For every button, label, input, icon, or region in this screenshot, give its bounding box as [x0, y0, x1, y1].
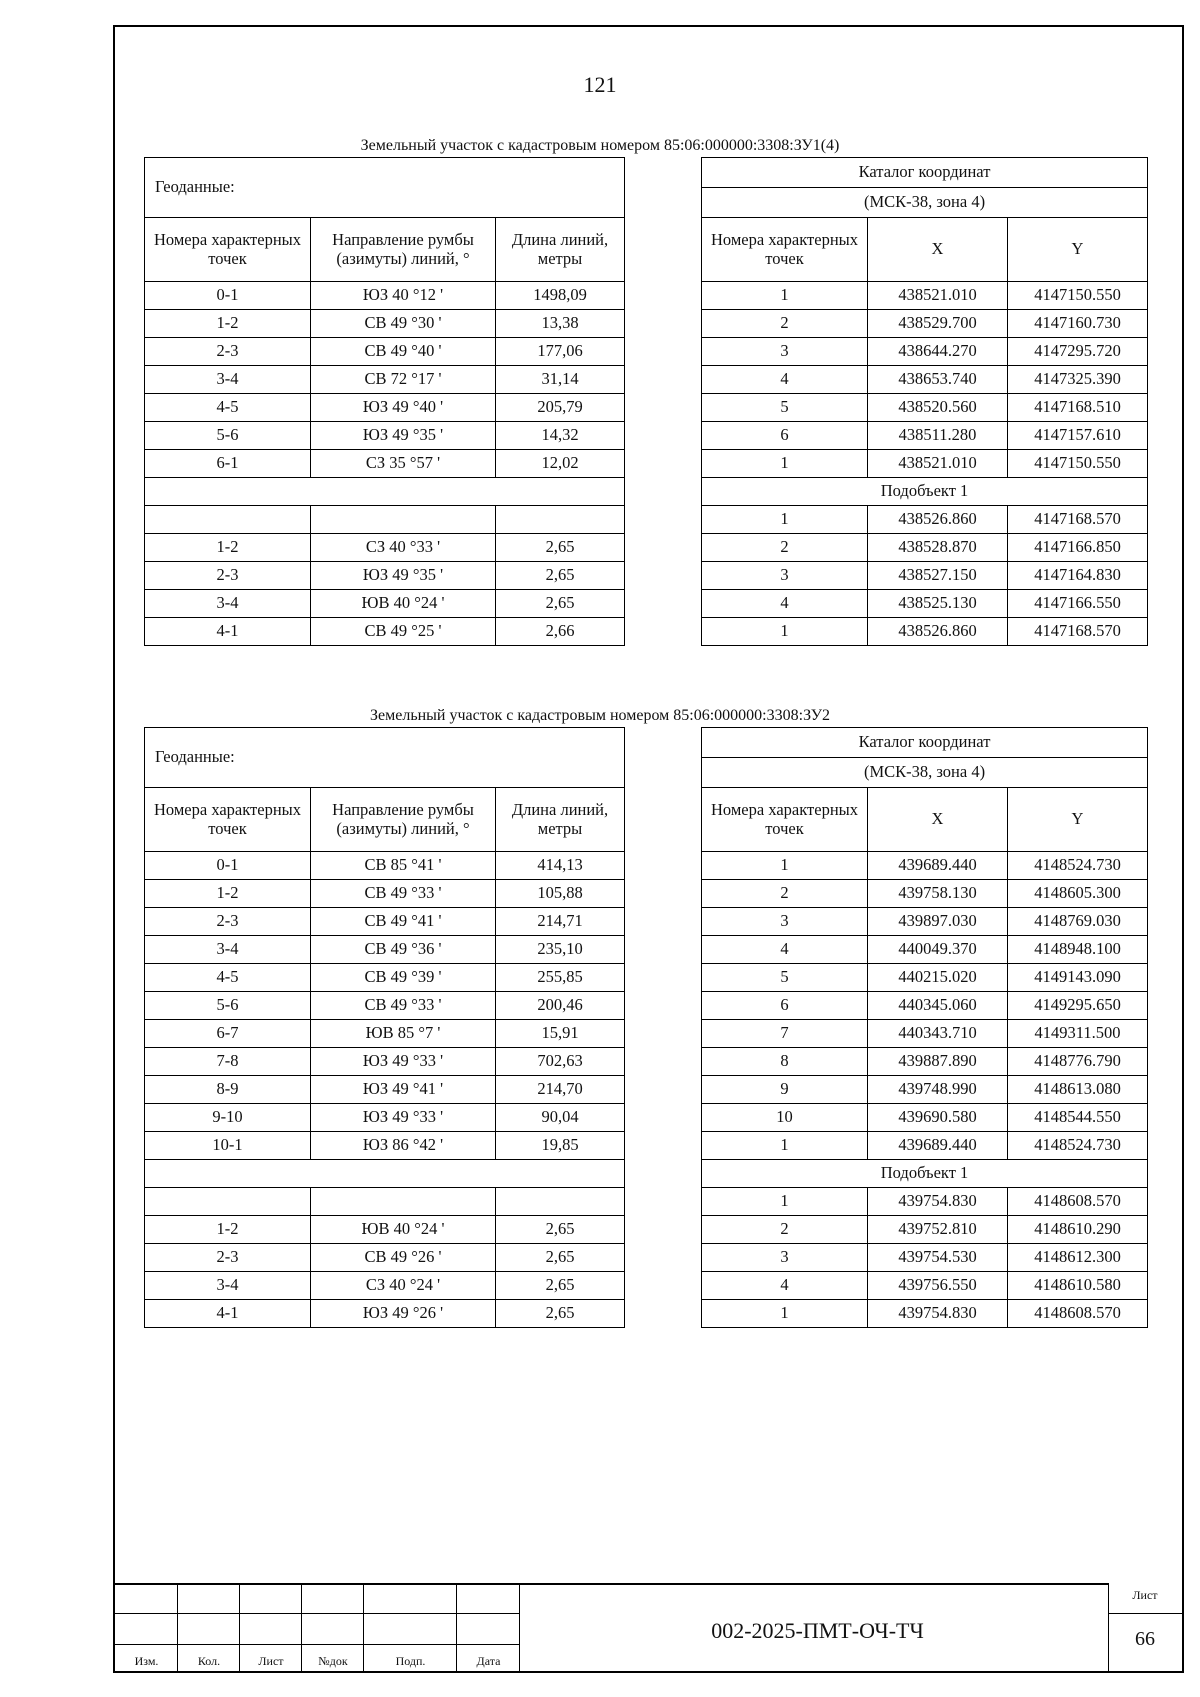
subobject-row	[702, 478, 1148, 506]
geodata-label: Геоданные:	[145, 158, 625, 218]
coord-y: 4148948.100	[1008, 936, 1148, 964]
subobject-row	[702, 1160, 1148, 1188]
table-row	[702, 852, 1148, 880]
point-range: 6-7	[145, 1020, 311, 1048]
header-x: X	[868, 218, 1008, 282]
header-x: X	[868, 788, 1008, 852]
table-row	[702, 936, 1148, 964]
coord-x: 438653.740	[868, 366, 1008, 394]
header-point-numbers: Номера характерных точек	[145, 218, 311, 282]
catalog-system: (МСК-38, зона 4)	[702, 758, 1148, 788]
point-number: 4	[702, 1272, 868, 1300]
point-range: 4-5	[145, 394, 311, 422]
direction: ЮЗ 40 °12 '	[311, 282, 496, 310]
table-row	[145, 422, 625, 450]
table-row	[145, 618, 625, 646]
header-point-numbers: Номера характерных точек	[702, 788, 868, 852]
coord-x: 439897.030	[868, 908, 1008, 936]
length: 702,63	[496, 1048, 625, 1076]
table-row	[145, 1216, 625, 1244]
coord-y: 4147168.570	[1008, 618, 1148, 646]
table-row	[145, 450, 625, 478]
header-y: Y	[1008, 788, 1148, 852]
direction: ЮЗ 86 °42 '	[311, 1132, 496, 1160]
table-row	[702, 422, 1148, 450]
coord-y: 4147160.730	[1008, 310, 1148, 338]
table-row	[145, 1244, 625, 1272]
table-row	[702, 1216, 1148, 1244]
point-number: 2	[702, 310, 868, 338]
table-row	[145, 880, 625, 908]
coord-y: 4148608.570	[1008, 1188, 1148, 1216]
point-range: 3-4	[145, 1272, 311, 1300]
point-number: 4	[702, 936, 868, 964]
point-range: 8-9	[145, 1076, 311, 1104]
point-number: 9	[702, 1076, 868, 1104]
coord-y: 4149311.500	[1008, 1020, 1148, 1048]
table-row	[145, 338, 625, 366]
table-row	[145, 852, 625, 880]
table-row	[702, 534, 1148, 562]
point-number: 3	[702, 1244, 868, 1272]
stamp-divider-2	[115, 1644, 520, 1645]
point-number: 1	[702, 1188, 868, 1216]
length: 2,65	[496, 1244, 625, 1272]
point-number: 3	[702, 562, 868, 590]
coord-x: 438525.130	[868, 590, 1008, 618]
point-range: 2-3	[145, 908, 311, 936]
coord-y: 4147157.610	[1008, 422, 1148, 450]
point-range: 1-2	[145, 310, 311, 338]
direction: СЗ 35 °57 '	[311, 450, 496, 478]
length: 105,88	[496, 880, 625, 908]
coord-y: 4148608.570	[1008, 1300, 1148, 1328]
direction: СВ 49 °30 '	[311, 310, 496, 338]
coord-x: 438527.150	[868, 562, 1008, 590]
length: 214,71	[496, 908, 625, 936]
coord-y: 4148544.550	[1008, 1104, 1148, 1132]
coord-y: 4147150.550	[1008, 282, 1148, 310]
length: 235,10	[496, 936, 625, 964]
length: 2,65	[496, 1272, 625, 1300]
stamp-divider-sheet	[1109, 1613, 1182, 1614]
coord-x: 438520.560	[868, 394, 1008, 422]
direction: ЮВ 85 °7 '	[311, 1020, 496, 1048]
coord-x: 439756.550	[868, 1272, 1008, 1300]
direction: ЮЗ 49 °40 '	[311, 394, 496, 422]
coord-x: 439752.810	[868, 1216, 1008, 1244]
coord-x: 439754.530	[868, 1244, 1008, 1272]
coord-x: 440345.060	[868, 992, 1008, 1020]
direction: СВ 49 °33 '	[311, 880, 496, 908]
direction: СВ 49 °39 '	[311, 964, 496, 992]
subobject-title: Подобъект 1	[702, 1160, 1148, 1188]
empty-cell	[496, 506, 625, 534]
stamp-label-podp: Подп.	[395, 1654, 426, 1668]
table-row	[702, 1020, 1148, 1048]
coord-y: 4148524.730	[1008, 852, 1148, 880]
table-row	[702, 366, 1148, 394]
stamp-label-data: Дата	[476, 1654, 501, 1668]
direction: ЮЗ 49 °33 '	[311, 1048, 496, 1076]
catalog-title: Каталог координат	[702, 158, 1148, 188]
coord-x: 439690.580	[868, 1104, 1008, 1132]
direction: ЮЗ 49 °33 '	[311, 1104, 496, 1132]
table-row	[145, 992, 625, 1020]
point-number: 4	[702, 366, 868, 394]
point-range: 5-6	[145, 992, 311, 1020]
point-number: 1	[702, 450, 868, 478]
table-row	[702, 590, 1148, 618]
subobject-title: Подобъект 1	[702, 478, 1148, 506]
length: 255,85	[496, 964, 625, 992]
empty-cell	[311, 506, 496, 534]
length: 200,46	[496, 992, 625, 1020]
table-row	[702, 506, 1148, 534]
length: 2,65	[496, 590, 625, 618]
point-range: 7-8	[145, 1048, 311, 1076]
point-number: 5	[702, 394, 868, 422]
coord-y: 4147325.390	[1008, 366, 1148, 394]
coord-x: 439748.990	[868, 1076, 1008, 1104]
table-row	[145, 1272, 625, 1300]
header-point-numbers: Номера характерных точек	[702, 218, 868, 282]
length: 2,65	[496, 1216, 625, 1244]
geodata-label: Геоданные:	[145, 728, 625, 788]
coord-y: 4147168.510	[1008, 394, 1148, 422]
header-direction: Направление румбы (азимуты) линий, °	[311, 788, 496, 852]
coord-x: 438521.010	[868, 282, 1008, 310]
table-row	[702, 310, 1148, 338]
header-length: Длина линий, метры	[496, 218, 625, 282]
table-row	[145, 1132, 625, 1160]
point-range: 2-3	[145, 338, 311, 366]
point-number: 1	[702, 1132, 868, 1160]
length: 12,02	[496, 450, 625, 478]
sheet-number: 66	[1135, 1628, 1155, 1650]
empty-cell	[496, 1188, 625, 1216]
length: 1498,09	[496, 282, 625, 310]
header-y: Y	[1008, 218, 1148, 282]
direction: СЗ 40 °33 '	[311, 534, 496, 562]
spacer-row	[145, 478, 625, 506]
stamp-label-ndok: №док	[318, 1654, 348, 1668]
table-row	[145, 534, 625, 562]
coord-y: 4148610.290	[1008, 1216, 1148, 1244]
table-row	[145, 590, 625, 618]
point-range: 2-3	[145, 562, 311, 590]
table-row	[702, 1272, 1148, 1300]
length: 2,65	[496, 1300, 625, 1328]
coord-y: 4149295.650	[1008, 992, 1148, 1020]
point-number: 5	[702, 964, 868, 992]
point-number: 10	[702, 1104, 868, 1132]
header-point-numbers: Номера характерных точек	[145, 788, 311, 852]
table-row	[702, 1244, 1148, 1272]
table-row	[702, 618, 1148, 646]
stamp-label-list: Лист	[258, 1654, 284, 1668]
coord-y: 4147166.550	[1008, 590, 1148, 618]
direction: СВ 49 °36 '	[311, 936, 496, 964]
coord-x: 439754.830	[868, 1188, 1008, 1216]
table-row	[702, 1188, 1148, 1216]
direction: ЮЗ 49 °41 '	[311, 1076, 496, 1104]
table-row	[145, 282, 625, 310]
direction: СВ 49 °41 '	[311, 908, 496, 936]
length: 90,04	[496, 1104, 625, 1132]
point-number: 1	[702, 506, 868, 534]
table-row	[702, 1048, 1148, 1076]
coord-x: 438644.270	[868, 338, 1008, 366]
coord-x: 439689.440	[868, 852, 1008, 880]
length: 414,13	[496, 852, 625, 880]
table-row	[702, 992, 1148, 1020]
section1-geodata-table	[144, 157, 625, 646]
coord-y: 4148524.730	[1008, 1132, 1148, 1160]
table-row	[145, 562, 625, 590]
coord-x: 438526.860	[868, 506, 1008, 534]
length: 2,65	[496, 562, 625, 590]
direction: СЗ 40 °24 '	[311, 1272, 496, 1300]
coord-y: 4147168.570	[1008, 506, 1148, 534]
point-range: 5-6	[145, 422, 311, 450]
sheet-label: Лист	[1132, 1588, 1158, 1602]
point-range: 6-1	[145, 450, 311, 478]
coord-y: 4148612.300	[1008, 1244, 1148, 1272]
direction: ЮВ 40 °24 '	[311, 590, 496, 618]
point-number: 6	[702, 992, 868, 1020]
table-row	[145, 908, 625, 936]
point-number: 4	[702, 590, 868, 618]
coord-x: 438521.010	[868, 450, 1008, 478]
table-row	[145, 1076, 625, 1104]
empty-cell	[311, 1188, 496, 1216]
coord-x: 439887.890	[868, 1048, 1008, 1076]
point-range: 2-3	[145, 1244, 311, 1272]
direction: СВ 72 °17 '	[311, 366, 496, 394]
section2-geodata-table	[144, 727, 625, 1328]
table-row	[145, 310, 625, 338]
direction: ЮЗ 49 °35 '	[311, 422, 496, 450]
point-number: 1	[702, 282, 868, 310]
coord-x: 438528.870	[868, 534, 1008, 562]
coord-y: 4148610.580	[1008, 1272, 1148, 1300]
table-row	[702, 1104, 1148, 1132]
length: 15,91	[496, 1020, 625, 1048]
direction: СВ 49 °40 '	[311, 338, 496, 366]
table-row	[702, 562, 1148, 590]
empty-cell	[145, 1160, 625, 1188]
coord-y: 4148769.030	[1008, 908, 1148, 936]
length: 13,38	[496, 310, 625, 338]
coord-x: 439689.440	[868, 1132, 1008, 1160]
table-row	[702, 908, 1148, 936]
table-row	[702, 1076, 1148, 1104]
point-range: 0-1	[145, 852, 311, 880]
coord-y: 4148776.790	[1008, 1048, 1148, 1076]
point-number: 1	[702, 852, 868, 880]
length: 19,85	[496, 1132, 625, 1160]
point-number: 2	[702, 880, 868, 908]
direction: ЮВ 40 °24 '	[311, 1216, 496, 1244]
table-row	[145, 1300, 625, 1328]
point-range: 4-1	[145, 1300, 311, 1328]
point-range: 4-1	[145, 618, 311, 646]
direction: СВ 85 °41 '	[311, 852, 496, 880]
stamp-label-izm: Изм.	[134, 1654, 159, 1668]
empty-cell	[145, 506, 311, 534]
coord-y: 4147150.550	[1008, 450, 1148, 478]
stamp-divider-1	[115, 1613, 520, 1614]
coord-y: 4149143.090	[1008, 964, 1148, 992]
point-range: 0-1	[145, 282, 311, 310]
coord-x: 440215.020	[868, 964, 1008, 992]
point-number: 1	[702, 618, 868, 646]
direction: ЮЗ 49 °35 '	[311, 562, 496, 590]
document-code: 002-2025-ПМТ-ОЧ-ТЧ	[711, 1618, 924, 1643]
table-row	[702, 282, 1148, 310]
coord-x: 438526.860	[868, 618, 1008, 646]
length: 2,65	[496, 534, 625, 562]
length: 177,06	[496, 338, 625, 366]
table-row	[145, 366, 625, 394]
stamp-label-kol: Кол.	[197, 1654, 221, 1668]
point-number: 7	[702, 1020, 868, 1048]
point-number: 3	[702, 338, 868, 366]
point-number: 3	[702, 908, 868, 936]
coord-x: 439754.830	[868, 1300, 1008, 1328]
point-range: 1-2	[145, 1216, 311, 1244]
section1-coordinate-catalog	[701, 157, 1148, 646]
point-range: 10-1	[145, 1132, 311, 1160]
table-row	[145, 964, 625, 992]
coord-x: 438511.280	[868, 422, 1008, 450]
table-row	[702, 338, 1148, 366]
table-row	[145, 1104, 625, 1132]
table-row	[702, 394, 1148, 422]
point-range: 3-4	[145, 590, 311, 618]
coord-y: 4147164.830	[1008, 562, 1148, 590]
point-number: 6	[702, 422, 868, 450]
spacer-row	[145, 506, 625, 534]
header-direction: Направление румбы (азимуты) линий, °	[311, 218, 496, 282]
point-range: 9-10	[145, 1104, 311, 1132]
section2-coordinate-catalog	[701, 727, 1148, 1328]
coord-x: 440343.710	[868, 1020, 1008, 1048]
table-row	[145, 394, 625, 422]
catalog-title: Каталог координат	[702, 728, 1148, 758]
spacer-row	[145, 1188, 625, 1216]
point-number: 1	[702, 1300, 868, 1328]
direction: СВ 49 °25 '	[311, 618, 496, 646]
length: 31,14	[496, 366, 625, 394]
table-row	[145, 1020, 625, 1048]
spacer-row	[145, 1160, 625, 1188]
table-row	[702, 964, 1148, 992]
length: 205,79	[496, 394, 625, 422]
table-row	[145, 1048, 625, 1076]
coord-y: 4148613.080	[1008, 1076, 1148, 1104]
coord-y: 4148605.300	[1008, 880, 1148, 908]
coord-y: 4147166.850	[1008, 534, 1148, 562]
direction: СВ 49 °26 '	[311, 1244, 496, 1272]
coord-y: 4147295.720	[1008, 338, 1148, 366]
table-row	[702, 1132, 1148, 1160]
length: 14,32	[496, 422, 625, 450]
point-range: 1-2	[145, 534, 311, 562]
header-length: Длина линий, метры	[496, 788, 625, 852]
page-number: 121	[583, 72, 617, 97]
section1-title: Земельный участок с кадастровым номером 85:06:000000:3308:ЗУ1(4)	[360, 137, 840, 154]
point-range: 1-2	[145, 880, 311, 908]
point-range: 3-4	[145, 366, 311, 394]
empty-cell	[145, 478, 625, 506]
direction: СВ 49 °33 '	[311, 992, 496, 1020]
coord-x: 438529.700	[868, 310, 1008, 338]
point-range: 3-4	[145, 936, 311, 964]
point-number: 2	[702, 534, 868, 562]
coord-x: 439758.130	[868, 880, 1008, 908]
table-row	[702, 450, 1148, 478]
section2-title: Земельный участок с кадастровым номером 85:06:000000:3308:ЗУ2	[369, 707, 831, 724]
point-number: 2	[702, 1216, 868, 1244]
catalog-system: (МСК-38, зона 4)	[702, 188, 1148, 218]
point-range: 4-5	[145, 964, 311, 992]
point-number: 8	[702, 1048, 868, 1076]
table-row	[145, 936, 625, 964]
table-row	[702, 1300, 1148, 1328]
coord-x: 440049.370	[868, 936, 1008, 964]
table-row	[702, 880, 1148, 908]
length: 214,70	[496, 1076, 625, 1104]
length: 2,66	[496, 618, 625, 646]
direction: ЮЗ 49 °26 '	[311, 1300, 496, 1328]
empty-cell	[145, 1188, 311, 1216]
